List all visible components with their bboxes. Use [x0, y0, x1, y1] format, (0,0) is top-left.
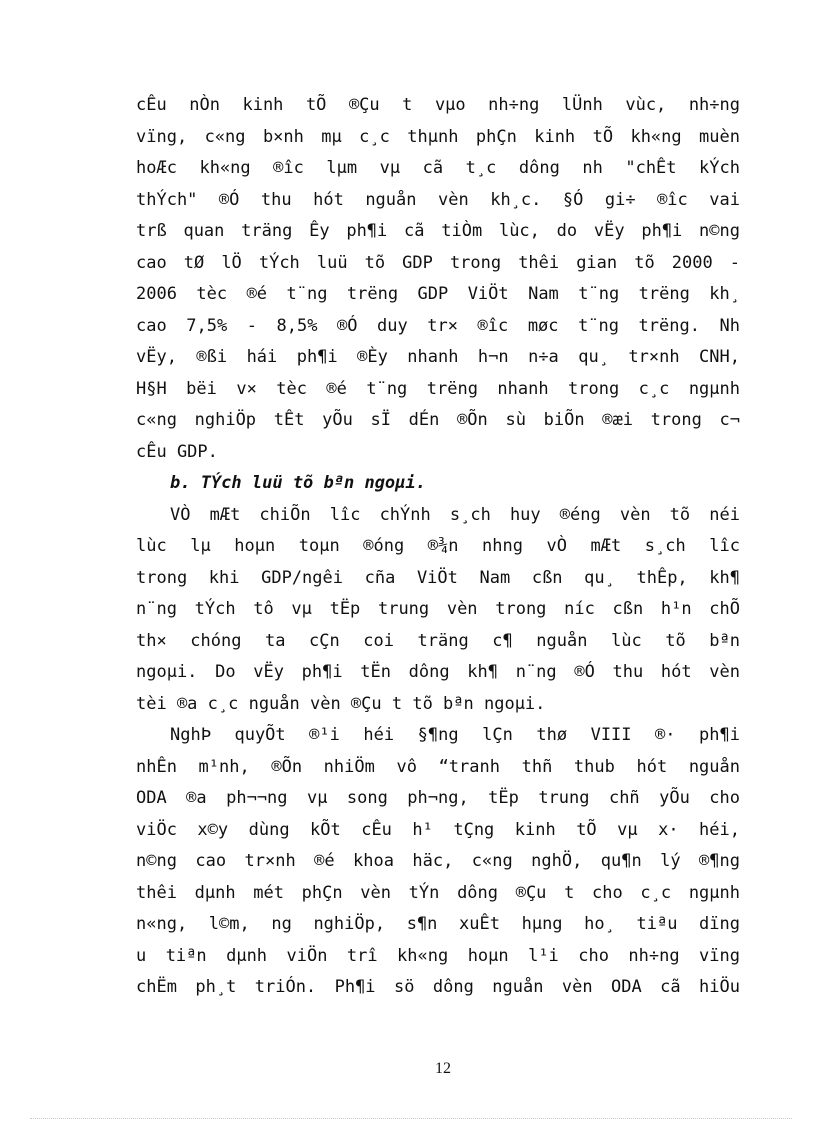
text-line: n©ng cao tr×nh ®é khoa häc, c«ng nghÖ, qu¶n lý ®¶ng [136, 851, 740, 871]
text-line: c«ng nghiÖp tÊt yÕu sÏ dÉn ®Õn sù biÕn ®æi trong c¬ [136, 410, 740, 430]
text-line: ngoµi. Do vËy ph¶i tËn dông kh¶ n¨ng ®Ó thu hót vèn [136, 662, 740, 682]
text-line: trß quan träng Êy ph¶i cã tiÒm lùc, do vËy ph¶i n©ng [136, 221, 740, 241]
text-line: H§H bëi v× tèc ®é t¨ng trëng nhanh trong c¸c ngµnh [136, 378, 740, 399]
text-line: tèi ®a c¸c nguån vèn ®Çu t tõ bªn ngoµi. [136, 693, 546, 714]
text-line: hoÆc kh«ng ®îc lµm vµ cã t¸c dông nh "chÊt kÝch [136, 158, 740, 178]
text-line: nhÊn m¹nh, ®Õn nhiÖm vô “tranh thñ thub hót nguån [136, 756, 740, 777]
text-line: trong khi GDP/ngêi cña ViÖt Nam cßn qu¸ thÊp, kh¶ [136, 567, 740, 588]
text-line: ODA ®a ph¬¬ng vµ song ph¬ng, tËp trung chñ yÕu cho [136, 788, 740, 808]
text-line: NghÞ quyÕt ®¹i héi §¶ng lÇn thø VIII ®· ph¶i [170, 725, 740, 745]
paragraph-2 [136, 500, 740, 721]
section-heading: b. TÝch luü tõ bªn ngoµi. [170, 473, 426, 493]
text-line: 2006 tèc ®é t¨ng trëng GDP ViÖt Nam t¨ng trëng kh¸ [136, 284, 740, 304]
text-line: viÖc x©y dùng kÕt cÊu h¹ tÇng kinh tÕ vµ x· héi, [136, 819, 740, 840]
text-line: th× chóng ta cÇn coi träng c¶ nguån lùc tõ bªn [136, 630, 740, 651]
text-line: lùc lµ hoµn toµn ®óng ®¾n nhng vÒ mÆt s¸ch lîc [136, 536, 740, 556]
text-line: chËm ph¸t triÓn. Ph¶i sö dông nguån vèn ODA cã hiÖu [136, 977, 740, 997]
paragraph-3 [136, 720, 740, 1004]
text-line: cao 7,5% - 8,5% ®Ó duy tr× ®îc møc t¨ng trëng. Nh [136, 315, 740, 336]
page-number: 12 [435, 1060, 451, 1077]
text-line: n«ng, l©m, ng nghiÖp, s¶n xuÊt hµng ho¸ tiªu dïng [136, 914, 740, 934]
text-line: cao tØ lÖ tÝch luü tõ GDP trong thêi gian tõ 2000 - [136, 252, 740, 273]
paragraph-1 [136, 90, 740, 468]
text-line: vïng, c«ng b×nh mµ c¸c thµnh phÇn kinh tÕ kh«ng muèn [136, 126, 740, 147]
text-line: n¨ng tÝch tô vµ tËp trung vèn trong níc cßn h¹n chÕ [136, 599, 740, 619]
text-line: u tiªn dµnh viÖn trî kh«ng hoµn l¹i cho nh÷ng vïng [136, 945, 740, 966]
body-text [136, 90, 740, 1004]
text-line: VÒ mÆt chiÕn lîc chÝnh s¸ch huy ®éng vèn tõ néi [170, 504, 740, 525]
text-line: thêi dµnh mét phÇn vèn tÝn dông ®Çu t cho c¸c ngµnh [136, 882, 740, 903]
text-line: cÊu nÒn kinh tÕ ®Çu t vµo nh÷ng lÜnh vùc, nh÷ng [136, 95, 740, 115]
text-line: vËy, ®ßi hái ph¶i ®Èy nhanh h¬n n÷a qu¸ tr×nh CNH, [136, 347, 740, 367]
text-line: cÊu GDP. [136, 441, 218, 462]
text-line: thÝch" ®Ó thu hót nguån vèn kh¸c. §Ó gi÷ ®îc vai [136, 189, 740, 210]
footer-divider [30, 1118, 792, 1119]
